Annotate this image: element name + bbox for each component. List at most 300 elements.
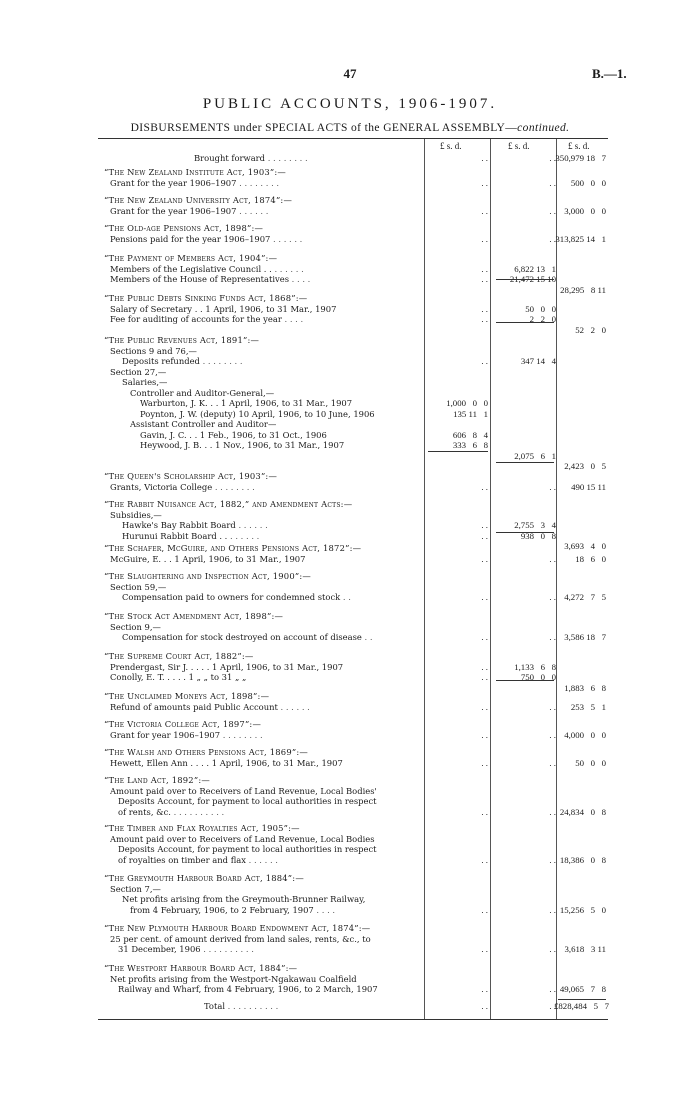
line-description: [122, 531, 422, 542]
description-text: “The Schafer, McGuire, and Others Pensions Act, 1872”:—: [104, 543, 362, 553]
ledger-line: [98, 195, 608, 206]
amount-c2: 2,755 3 4: [514, 520, 556, 530]
amount-c1: . .: [477, 661, 488, 672]
amount-c1: 1,000 0 0: [446, 398, 488, 408]
amount-c2: . .: [545, 153, 556, 163]
amount-c2: . .: [545, 701, 556, 712]
ledger-line: [98, 206, 608, 217]
subtotal-rule: [558, 999, 606, 1000]
page-number: 47: [343, 66, 357, 81]
line-description: [118, 796, 422, 807]
description-text: “The Public Revenues Act, 1891”:—: [104, 335, 260, 345]
amount-c1: . .: [477, 701, 488, 712]
description-text: “The Westport Harbour Board Act, 1884”:—: [104, 963, 298, 973]
ledger-line: [98, 388, 608, 399]
ledger-line: [98, 367, 608, 378]
description-text: Prendergast, Sir J. . . . . 1 April, 1906, to 31 Mar., 1907: [110, 661, 344, 672]
line-description: [110, 314, 422, 325]
amount-c1: . .: [477, 233, 488, 244]
amount-c2: 347 14 4: [520, 356, 556, 366]
amount-c3: 15,256 5 0: [559, 904, 606, 915]
description-text: Grant for the year 1906–1907: [110, 177, 237, 188]
amount-c3: 28,295 8 11: [560, 284, 606, 295]
description-text: Section 59,—: [110, 581, 167, 592]
amount-c1: . .: [477, 520, 488, 530]
amount-c1: . .: [477, 944, 488, 954]
amount-c2: . .: [545, 205, 556, 216]
amount-c2: 2,075 6 1: [514, 450, 556, 461]
line-description: [110, 934, 422, 945]
ledger-line: [98, 571, 608, 582]
ledger-line: [98, 482, 608, 493]
line-description: [204, 1001, 422, 1012]
ledger-line: [98, 471, 608, 482]
description-text: “The New Plymouth Harbour Board Endowment Act, 1874”:—: [104, 923, 371, 933]
description-text: Refund of amounts paid Public Account: [110, 701, 278, 712]
subtotal-rule: [496, 279, 554, 280]
ledger-line: [98, 346, 608, 357]
line-description: [118, 984, 422, 995]
amount-c1: . .: [477, 303, 488, 314]
ledger-line: [98, 974, 608, 985]
ledger-line: [98, 178, 608, 189]
ledger-line: [98, 377, 608, 388]
amount-c1: . .: [477, 530, 488, 541]
ledger-line: [98, 304, 608, 315]
description-text: Amount paid over to Receivers of Land Revenue, Local Bodies': [110, 785, 377, 796]
line-description: [122, 632, 422, 643]
description-text: “The Walsh and Others Pensions Act, 1869”:—: [104, 747, 308, 757]
ledger-line: [98, 934, 608, 945]
amount-c2: 938 0 8: [520, 530, 556, 541]
amount-c1: . .: [477, 356, 488, 366]
line-description: [122, 894, 422, 905]
amount-c1: 606 8 4: [452, 429, 488, 440]
description-text: Salaries,—: [122, 377, 168, 387]
amount-c3: 3,618 3 11: [564, 944, 606, 954]
document-title: PUBLIC ACCOUNTS, 1906-1907.: [202, 96, 498, 112]
line-description: [140, 440, 422, 451]
amount-c2: . .: [545, 1001, 556, 1011]
amount-c2: . .: [545, 481, 556, 492]
ledger-line: [98, 153, 608, 164]
line-description: [110, 482, 422, 493]
ledger-line: [98, 582, 608, 593]
subtitle-main: DISBURSEMENTS under SPECIAL ACTS of the GENERAL ASSEMBLY—: [130, 122, 518, 134]
description-text: Pensions paid for the year 1906–1907: [110, 233, 271, 244]
subtotal-rule: [428, 451, 488, 452]
description-text: “The New Zealand Institute Act, 1903”:—: [104, 167, 286, 177]
line-description: [140, 409, 422, 420]
line-description: [110, 758, 422, 769]
amount-c2: . .: [545, 854, 556, 865]
ledger-line: [98, 1001, 608, 1012]
leader-dots: . .: [340, 592, 351, 602]
ledger-line: [98, 398, 608, 409]
description-text: Hawke's Bay Rabbit Board: [122, 520, 236, 530]
amount-c1: . .: [477, 632, 488, 642]
leader-dots: . . . . . . . .: [236, 177, 280, 188]
line-description: [110, 786, 422, 797]
leader-dots: . . . . . .: [227, 530, 260, 541]
description-text: Sections 9 and 76,—: [110, 345, 197, 356]
ledger-line: [98, 264, 608, 275]
description-text: “The Public Debts Sinking Funds Act, 1868”:—: [104, 293, 308, 303]
ledger-line: [98, 554, 608, 565]
description-text: “The Land Act, 1892”:—: [104, 775, 210, 785]
amount-c3: 3,586 18 7: [564, 632, 606, 642]
line-description: [110, 974, 422, 985]
amount-c1: . .: [477, 177, 488, 188]
line-description: [140, 430, 422, 441]
description-text: Assistant Controller and Auditor—: [130, 419, 277, 429]
ledger-line: [98, 499, 608, 510]
leader-dots: . . . . . . . .: [265, 153, 308, 163]
line-description: [110, 234, 422, 245]
act-heading: [104, 651, 422, 662]
amount-c1: 333 6 8: [452, 440, 488, 450]
ledger-line: [98, 944, 608, 955]
description-text: McGuire, E. . . 1 April, 1906, to 31 Mar., 1907: [110, 553, 306, 564]
description-text: “The Greymouth Harbour Board Act, 1884”:—: [104, 873, 304, 883]
amount-c2: 50 0 0: [525, 303, 556, 314]
line-description: [118, 944, 422, 955]
leader-dots: . . . . . .: [271, 263, 304, 274]
ledger-line: [98, 325, 608, 336]
amount-c1: . .: [477, 274, 488, 284]
amount-c2: . .: [545, 592, 556, 602]
line-description: [110, 367, 422, 378]
description-text: “The Slaughtering and Inspection Act, 1900”:—: [104, 571, 311, 581]
line-description: [130, 905, 422, 916]
description-text: Compensation paid to owners for condemned stock: [122, 592, 341, 602]
amount-c1: . .: [477, 153, 488, 163]
ledger-line: [98, 167, 608, 178]
act-heading: [104, 195, 422, 206]
description-text: “The Unclaimed Moneys Act, 1898”:—: [104, 691, 270, 701]
act-heading: [104, 611, 422, 622]
line-description: [118, 855, 422, 866]
amount-c3: 49,065 7 8: [559, 984, 606, 994]
ledger-line: [98, 807, 608, 818]
ledger-line: [98, 622, 608, 633]
amount-c3: 24,834 0 8: [559, 806, 606, 817]
leader-dots: . . . . . . . . . .: [200, 944, 254, 954]
line-description: [110, 834, 422, 845]
ledger-line: [98, 884, 608, 895]
amount-c2: . .: [545, 904, 556, 915]
act-heading: [104, 823, 422, 834]
amount-c1: . .: [477, 984, 488, 994]
ledger-line: [98, 409, 608, 420]
amount-c2: . .: [545, 944, 556, 954]
ledger-line: [98, 543, 608, 554]
description-text: Grants, Victoria College: [110, 481, 213, 492]
amount-c3: 313,825 14 1: [555, 233, 606, 244]
description-text: Section 27,—: [110, 366, 167, 377]
amount-c2: 21,472 15 10: [509, 274, 556, 284]
act-heading: [104, 471, 422, 482]
amount-c3: 3,693 4 0: [564, 541, 606, 551]
leader-dots: . . . . . . . . . .: [170, 806, 225, 817]
amount-c1: . .: [477, 904, 488, 915]
description-text: “The Rabbit Nuisance Act, 1882,” and Amendment Acts:—: [104, 499, 353, 509]
line-description: [110, 510, 422, 521]
amount-c1: . .: [477, 757, 488, 768]
ledger-line: [98, 786, 608, 797]
amount-c2: 6,822 13 1: [514, 263, 556, 274]
page-reference: B.—1.: [592, 66, 627, 81]
amount-c3: 350,979 18 7: [555, 153, 606, 163]
description-text: Deposits Account, for payment to local authorities in respect: [118, 844, 377, 854]
amount-c2: . .: [545, 729, 556, 740]
act-heading: [104, 167, 422, 178]
description-text: Net profits arising from the Westport-Ngakawau Coalfield: [110, 973, 357, 984]
act-heading: [104, 543, 422, 554]
description-text: Hewett, Ellen Ann . . . . 1 April, 1906, to 31 Mar., 1907: [110, 757, 343, 768]
amount-c2: . .: [545, 757, 556, 768]
ledger-line: [98, 253, 608, 264]
line-description: [110, 178, 422, 189]
ledger-line: [98, 451, 608, 462]
amount-c1: . .: [477, 553, 488, 564]
amount-c3: £828,484 5 7: [554, 1001, 609, 1011]
line-description: [110, 702, 422, 713]
leader-dots: . . . .: [313, 904, 336, 915]
line-description: [110, 730, 422, 741]
line-description: [110, 672, 422, 683]
amount-c1: . .: [477, 1001, 488, 1011]
description-text: 25 per cent. of amount derived from land sales, rents, &c., to: [110, 933, 371, 944]
leader-dots: . .: [361, 632, 373, 642]
description-text: from 4 February, 1906, to 2 February, 1907: [130, 904, 314, 915]
ledger-line: [98, 894, 608, 905]
act-heading: [104, 747, 422, 758]
line-description: [110, 346, 422, 357]
amount-c3: 2,423 0 5: [564, 461, 606, 471]
line-description: [110, 622, 422, 633]
amount-c1: . .: [477, 263, 488, 274]
description-text: “The Victoria College Act, 1897”:—: [104, 719, 262, 729]
description-text: Deposits refunded: [122, 356, 200, 366]
amount-c2: 750 0 0: [520, 672, 556, 682]
currency-header-col2: £ s. d.: [508, 141, 530, 151]
description-text: Compensation for stock destroyed on account of disease: [122, 632, 362, 642]
amount-c2: . .: [545, 177, 556, 188]
ledger-line: [98, 335, 608, 346]
act-heading: [104, 571, 422, 582]
act-heading: [104, 253, 422, 264]
amount-c3: 50 0 0: [575, 757, 606, 768]
leader-dots: . . . . . . . . . .: [225, 1001, 279, 1011]
amount-c3: 4,000 0 0: [564, 729, 606, 740]
description-text: Amount paid over to Receivers of Land Revenue, Local Bodies: [110, 833, 375, 844]
ledger-line: [98, 419, 608, 430]
act-heading: [104, 691, 422, 702]
amount-c2: 1,133 6 8: [514, 661, 556, 672]
description-text: Net profits arising from the Greymouth-Brunner Railway,: [122, 894, 366, 904]
act-heading: [104, 335, 422, 346]
ledger-line: [98, 758, 608, 769]
leader-dots: . . . .: [289, 274, 311, 284]
leader-dots: . . . . . .: [246, 854, 278, 865]
line-description: [110, 582, 422, 593]
description-text: “The Queen's Scholarship Act, 1903”:—: [104, 471, 278, 481]
amount-c1: 135 11 1: [453, 408, 488, 419]
amount-c1: . .: [477, 314, 488, 324]
act-heading: [104, 223, 422, 234]
description-text: Subsidies,—: [110, 509, 162, 520]
amount-c1: . .: [477, 205, 488, 216]
amount-c2: . .: [545, 233, 556, 244]
line-description: [122, 356, 422, 367]
amount-c3: 253 5 1: [570, 701, 606, 712]
amount-c2: . .: [545, 806, 556, 817]
line-description: [130, 388, 422, 399]
line-description: [110, 662, 422, 673]
line-description: [110, 206, 422, 217]
ledger-line: [98, 430, 608, 441]
act-heading: [104, 963, 422, 974]
ledger-line: [98, 719, 608, 730]
ledger-line: [98, 747, 608, 758]
ledger-line: [98, 611, 608, 622]
description-text: Conolly, E. T. . . . . 1 „ „ to 31 „ „: [110, 672, 247, 682]
amount-c3: 52 2 0: [575, 324, 606, 335]
leader-dots: . . . . . .: [277, 701, 310, 712]
leader-dots: . . . . . .: [236, 205, 269, 216]
description-text: “The Timber and Flax Royalties Act, 1905”:—: [104, 823, 300, 833]
ledger-line: [98, 691, 608, 702]
description-text: Section 9,—: [110, 621, 161, 632]
ledger-line: [98, 823, 608, 834]
line-description: [122, 520, 422, 531]
currency-header-col1: £ s. d.: [440, 141, 462, 151]
ledger-line: [98, 702, 608, 713]
amount-c3: 18,386 0 8: [559, 854, 606, 865]
line-description: [122, 377, 422, 388]
description-text: Members of the Legislative Council . .: [110, 263, 272, 274]
line-description: [194, 153, 422, 164]
description-text: Gavin, J. C. . . 1 Feb., 1906, to 31 Oct., 1906: [140, 429, 327, 440]
line-description: [110, 274, 422, 285]
amount-c3: 500 0 0: [570, 177, 606, 188]
ledger-line: [98, 510, 608, 521]
ledger-line: [98, 796, 608, 807]
amount-c1: . .: [477, 672, 488, 682]
leader-dots: . . . . . . . .: [212, 481, 255, 492]
ledger-line: [98, 844, 608, 855]
subtotal-rule: [496, 680, 554, 681]
description-text: Brought forward: [194, 153, 266, 163]
amount-c2: . .: [545, 984, 556, 994]
act-heading: [104, 873, 422, 884]
description-text: Grant for the year 1906–1907: [110, 205, 237, 216]
description-text: Total: [204, 1001, 226, 1011]
leader-dots: . . . . . .: [235, 520, 268, 530]
amount-c3: 3,000 0 0: [564, 205, 606, 216]
document-subtitle: [0, 122, 700, 134]
ledger-line: [98, 905, 608, 916]
description-text: Controller and Auditor-General,—: [130, 387, 275, 398]
description-text: Section 7,—: [110, 883, 161, 894]
ledger-line: [98, 632, 608, 643]
ledger-line: [98, 775, 608, 786]
description-text: “The Stock Act Amendment Act, 1898”:—: [104, 611, 284, 621]
amount-c1: . .: [477, 854, 488, 865]
amount-c3: 1,883 6 8: [564, 682, 606, 693]
ledger-line: [98, 834, 608, 845]
ledger-line: [98, 963, 608, 974]
ledger-line: [98, 223, 608, 234]
subtitle-continued: continued.: [517, 122, 570, 134]
description-text: of royalties on timber and flax: [118, 854, 246, 865]
amount-c1: . .: [477, 806, 488, 817]
amount-c2: . .: [545, 553, 556, 564]
description-text: Grant for year 1906–1907: [110, 729, 221, 740]
description-text: Warburton, J. K. . . 1 April, 1906, to 31 Mar., 1907: [140, 398, 353, 408]
leader-dots: . . . . . . . .: [199, 356, 243, 366]
description-text: Hurunui Rabbit Board . .: [122, 530, 228, 541]
line-description: [110, 554, 422, 565]
act-heading: [104, 293, 422, 304]
act-heading: [104, 923, 422, 934]
act-heading: [104, 775, 422, 786]
ledger-line: [98, 520, 608, 531]
ledger-line: [98, 651, 608, 662]
amount-c3: 18 6 0: [575, 553, 606, 564]
description-text: Deposits Account, for payment to local authorities in respect: [118, 796, 377, 806]
line-description: [118, 807, 422, 818]
amount-c1: . .: [477, 729, 488, 740]
description-text: Railway and Wharf, from 4 February, 1906, to 2 March, 1907: [118, 984, 378, 994]
description-text: “The Supreme Court Act, 1882”:—: [104, 651, 254, 661]
description-text: Heywood, J. B. . . 1 Nov., 1906, to 31 Mar., 1907: [140, 440, 345, 450]
description-text: “The Old-age Pensions Act, 1898”:—: [104, 223, 264, 233]
line-description: [130, 419, 422, 430]
line-description: [118, 844, 422, 855]
description-text: Salary of Secretary . . 1 April, 1906, to 31 Mar., 1907: [110, 303, 337, 314]
line-description: [110, 304, 422, 315]
ledger-line: [98, 356, 608, 367]
amount-c2: 2 2 0: [529, 314, 556, 324]
subtotal-rule: [496, 322, 554, 323]
amount-c2: . .: [545, 632, 556, 642]
description-text: Poynton, J. W. (deputy) 10 April, 1906, to 10 June, 1906: [140, 408, 375, 419]
line-description: [110, 264, 422, 275]
description-text: “The Payment of Members Act, 1904”:—: [104, 253, 278, 263]
ledger-line: [98, 730, 608, 741]
amount-c3: 4,272 7 5: [564, 592, 606, 602]
line-description: [122, 592, 422, 603]
ledger-line: [98, 873, 608, 884]
line-description: [110, 884, 422, 895]
description-text: Fee for auditing of accounts for the year: [110, 314, 282, 324]
amount-c1: . .: [477, 481, 488, 492]
leader-dots: . . . . . .: [270, 233, 303, 244]
subtotal-rule: [496, 532, 554, 533]
ledger-line: [98, 293, 608, 304]
ledger-line: [98, 440, 608, 451]
leader-dots: . . . .: [281, 314, 304, 324]
act-heading: [104, 719, 422, 730]
currency-header: [98, 141, 608, 151]
disbursements-ledger: [98, 138, 608, 1020]
ledger-line: [98, 592, 608, 603]
amount-c1: . .: [477, 592, 488, 602]
currency-header-col3: £ s. d.: [568, 141, 590, 151]
subtotal-rule: [496, 462, 554, 463]
